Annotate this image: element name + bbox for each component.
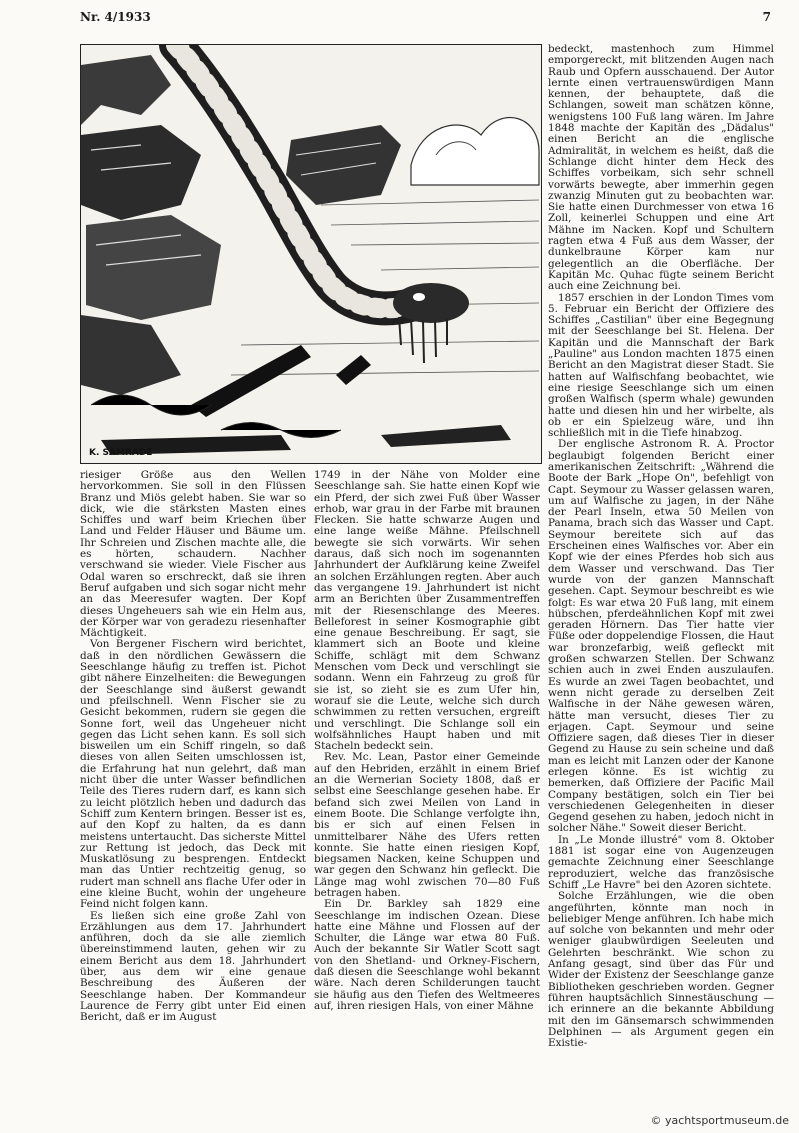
sea-serpent-drawing <box>81 45 541 463</box>
paragraph: bedeckt, mastenhoch zum Himmel emporgereckt, mit blitzenden Augen nach Raub und Opfern ausschauend. Der Autor lernte einen vertrauenswürdigen Mann kennen, der behauptete, daß die Schlangen, soweit man schätzen könne, wenigstens 100 Fuß lang wären. Im Jahre 1848 machte der Kapitän des „Dädalus" einen Bericht an die englische Admiralität, in welchem es heißt, daß die Schlange dicht hinter dem Heck des Schiffes vorbeikam, sich sehr schnell vorwärts bewegte, aber immerhin gegen zwanzig Minuten gut zu beobachten war. Sie hatte einen Durchmesser von etwa 16 Zoll, keinerlei Schuppen und eine Art Mähne im Nacken. Kopf und Schultern ragten etwa 4 Fuß aus dem Wasser, der dunkelbraune Körper kam nur gelegentlich an die Oberfläche. Der Kapitän Mc. Quhac fügte seinem Bericht auch eine Zeichnung bei. <box>548 44 774 293</box>
page-number: 7 <box>762 10 771 24</box>
paragraph: 1857 erschien in der London Times vom 5. Februar ein Bericht der Offiziere des Schiffes „Castilian" über eine Begegnung mit der Seeschlange bei St. Helena. Der Kapitän und die Mannschaft der Bark „Pauline" aus London machten 1875 einen Bericht an den Magistrat dieser Stadt. Sie hatten auf Walfischfang beobachtet, wie eine riesige Seeschlange sich um einen großen Walfisch (sperm whale) gewunden hatte und diesen hin und her wirbelte, als ob er ein Spielzeug wäre, und ihn schließlich mit in die Tiefe hinabzog. <box>548 291 774 440</box>
watermark: © yachtsportmuseum.de <box>650 1114 789 1127</box>
text-column-3 <box>548 44 774 1120</box>
page-header <box>80 10 771 30</box>
paragraph: Rev. Mc. Lean, Pastor einer Gemeinde auf den Hebriden, erzählt in einem Brief an die Wernerian Society 1808, daß er selbst eine Seeschlange gesehen habe. Er befand sich zwei Meilen von Land in einem Boote. Die Schlange verfolgte ihn, bis er sich auf einen Felsen in unmittelbarer Nähe des Ufers retten konnte. Sie hatte einen riesigen Kopf, biegsamen Nacken, keine Schuppen und war gegen den Schwanz hin gefleckt. Die Länge mag wohl zwischen 70—80 Fuß betragen haben. <box>314 751 540 899</box>
paragraph: Es ließen sich eine große Zahl von Erzählungen aus dem 17. Jahrhundert anführen, doch da sie alle ziemlich übereinstimmend lauten, gehen wir zu einem Bericht aus dem 18. Jahrhundert über, aus dem wir eine genaue Beschreibung des Äußeren der Seeschlange haben. Der Kommandeur Laurence de Ferry gibt unter Eid einen Bericht, daß er im August <box>80 909 306 1024</box>
paragraph: Solche Erzählungen, wie die oben angeführten, könnte man noch in beliebiger Menge anführen. Ich habe mich auf solche von bekannten und mehr oder weniger glaubwürdigen Seeleuten und Gelehrten beschränkt. Wie schon zu Anfang gesagt, sind über das Für und Wider der Existenz der Seeschlange ganze Bibliotheken geschrieben worden. Gegner führen hauptsächlich Sinnestäuschung — ich erinnere an die bekannte Abbildung mit den im Gänsemarsch schwimmenden Delphinen — als Argument gegen ein Existie- <box>548 890 774 1050</box>
sea-serpent-illustration <box>80 44 542 464</box>
paragraph: riesiger Größe aus den Wellen hervorkommen. Sie soll in den Flüssen Branz und Miös gelebt haben. Sie war so dick, wie die stärksten Masten eines Schiffes und warf beim Kriechen über Land und Felder Häuser und Bäume um. Ihr Schreien und Zischen machte alle, die es hörten, schaudern. Nachher verschwand sie wieder. Viele Fischer aus Odal waren so erschreckt, daß sie ihren Beruf aufgaben und sich sogar nicht mehr an das Meeresufer wagten. Der Kopf dieses Ungeheuers sah wie ein Helm aus, der Körper war von geradezu riesenhafter Mächtigkeit. <box>80 470 306 640</box>
issue-number: Nr. 4/1933 <box>80 10 151 24</box>
text-column-2 <box>314 470 540 1120</box>
paragraph: 1749 in der Nähe von Molder eine Seeschlange sah. Sie hatte einen Kopf wie ein Pferd, der sich zwei Fuß über Wasser erhob, war grau in der Farbe mit braunen Flecken. Sie hatte schwarze Augen und eine lange weiße Mähne. Pfeilschnell bewegte sie sich vorwärts. Wir sehen daraus, daß sich noch im sogenannten Jahrhundert der Aufklärung keine Zweifel an solchen Erzählungen regten. Aber auch das vergangene 19. Jahrhundert ist nicht arm an Berichten über Zusammentreffen mit der Riesenschlange des Meeres. Belleforest in seiner Kosmographie gibt eine genaue Beschreibung. Er sagt, sie klammert sich an Boote und kleine Schiffe, schlägt mit dem Schwanz Menschen vom Deck und verschlingt sie sodann. Wenn ein Fahrzeug zu groß für sie ist, so zieht sie es zum Ufer hin, worauf sie die Leute, welche sich durch schwimmen zu retten versuchen, ergreift und verschlingt. Die Schlange soll ein wolfsähnliches Haupt haben und mit Stacheln bedeckt sein. <box>314 470 540 753</box>
paragraph: Ein Dr. Barkley sah 1829 eine Seeschlange im indischen Ozean. Diese hatte eine Mähne und Flossen auf der Schulter, die Länge war etwa 80 Fuß. Auch der bekannte Sir Watler Scott sagt von den Shetland- und Orkney-Fischern, daß diesen die Seeschlange wohl bekannt wäre. Nach deren Schilderungen taucht sie häufig aus den Tiefen des Weltmeeres auf, ihren riesigen Hals, von einer Mähne <box>314 898 540 1012</box>
paragraph: In „Le Monde illustré" vom 8. Oktober 1881 ist sogar eine von Augenzeugen gemachte Zeichnung einer Seeschlange reproduziert, welche das französische Schiff „Le Havre" bei den Azoren sichtete. <box>548 833 774 891</box>
artist-signature: K. SAMRADE <box>89 448 153 458</box>
paragraph: Der englische Astronom R. A. Proctor beglaubigt folgenden Bericht einer amerikanischen Zeitschrift: „Während die Boote der Bark „Hope On", befehligt von Capt. Seymour zu Wasser gelassen waren, um auf Walfische zu jagen, in der Nähe der Pearl Inseln, etwa 50 Meilen von Panama, brach sich das Wasser und Capt. Seymour bereitete sich auf das Erscheinen eines Walfisches vor. Aber ein Kopf wie der eines Pferdes hob sich aus dem Wasser und verschwand. Das Tier wurde von der ganzen Mannschaft gesehen. Capt. Seymour beschreibt es wie folgt: Es war etwa 20 Fuß lang, mit einem hübschen, pferdeähnlichen Kopf mit zwei geraden Hörnern. Das Tier hatte vier Füße oder doppelendige Flossen, die Haut war bronzefarbig, weiß gefleckt mit großen schwarzen Stellen. Der Schwanz schien auch in zwei Enden auszulaufen. Es wurde an zwei Tagen beobachtet, und wenn nicht gerade zu derselben Zeit Walfische in der Nähe gewesen wären, hätte man versucht, dieses Tier zu erjagen. Capt. Seymour und seine Offiziere sagen, daß dieses Tier in dieser Gegend zu Hause zu sein scheine und daß man es leicht mit Lanzen oder der Kanone erlegen könne. Es ist wichtig zu bemerken, daß Offiziere der Pacific Mail Company bestätigen, solch ein Tier bei verschiedenen Gelegenheiten in dieser Gegend gesehen zu haben, jedoch nicht in solcher Nähe." Soweit dieser Bericht. <box>548 438 774 835</box>
text-column-1 <box>80 470 306 1120</box>
paragraph: Von Bergener Fischern wird berichtet, daß in den nördlichen Gewässern die Seeschlange häufig zu treffen ist. Pichot gibt nähere Einzelheiten: die Bewegungen der Seeschlange sind äußerst gewandt und pfeilschnell. Wenn Fischer sie zu Gesicht bekommen, rudern sie gegen die Sonne fort, weil das Ungeheuer nicht gegen das Licht sehen kann. Es soll sich bisweilen um ein Schiff ringeln, so daß dieses von allen Seiten umschlossen ist, die Erfahrung hat nun gelehrt, daß man nicht über die unter Wasser befindlichen Teile des Tieres rudern darf, es kann sich zu leicht plötzlich heben und dadurch das Schiff zum Kentern bringen. Besser ist es, auf den Kopf zu halten, da es dann meistens untertaucht. Das sicherste Mittel zur Rettung ist jedoch, das Deck mit Muskatlösung zu besprengen. Entdeckt man das Untier rechtzeitig genug, so rudert man schnell ans flache Ufer oder in eine kleine Bucht, wohin der ungeheure Feind nicht folgen kann. <box>80 638 306 911</box>
